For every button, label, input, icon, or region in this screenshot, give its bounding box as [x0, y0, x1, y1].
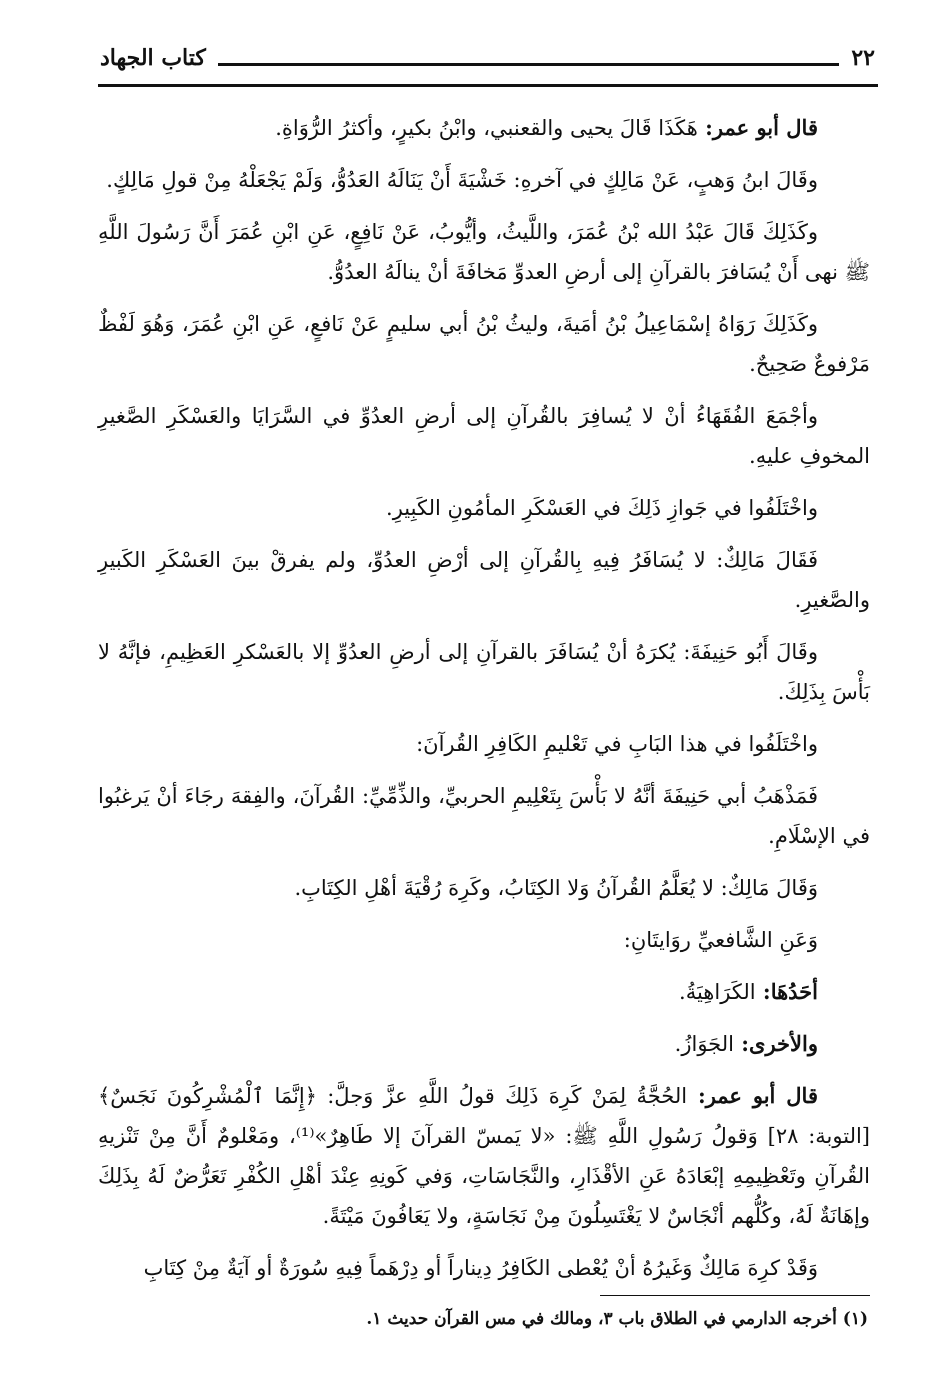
paragraph — [98, 1076, 870, 1236]
paragraph — [98, 868, 870, 908]
paragraph — [98, 396, 870, 476]
paragraph-text: وقَالَ ابنُ وَهبٍ، عَنْ مَالِكٍ في آخرهِ: خَشْيَةَ أَنْ يَنَالَهُ العَدُوُّ، وَلَمْ يَجْعَلْهُ مِنْ قولِ مَالِكٍ. — [106, 168, 818, 192]
main-text — [98, 108, 870, 1300]
paragraph-lead: قال أبو عمر: — [687, 1083, 818, 1108]
paragraph — [98, 724, 870, 764]
paragraph-text: واخْتَلَفُوا في هذا البَابِ في تَعْليمِ الكَافِرِ القُرآنَ: — [416, 732, 818, 756]
paragraph — [98, 212, 870, 292]
paragraph-text: واخْتَلَفُوا في جَوازِ ذَلِكَ في العَسْكَرِ المأمُونِ الكَبِيرِ. — [386, 496, 818, 520]
header-divider — [98, 84, 878, 87]
paragraph — [98, 540, 870, 620]
footnote-rule — [600, 1295, 870, 1296]
paragraph-text: الجَوَازُ. — [674, 1032, 734, 1056]
book-title: كتاب الجهاد — [100, 45, 206, 71]
paragraph-text: وقَالَ أَبُو حَنِيفَةَ: يُكرَهُ أنْ يُسَافَرَ بالقرآنِ إلى أرضِ العدُوِّ إلا بالعَسْكرِ العَظِيمِ، فإنَّهُ لا بَأْسَ بِذَلِكَ. — [98, 640, 870, 704]
paragraph-text: وكَذَلِكَ قَالَ عَبْدُ الله بْنُ عُمَرَ، واللَّيثُ، وأيُّوبُ، عَنْ نَافِعٍ، عَنِ ابْنِ عُمَرَ أَنَّ رَسُولَ اللَّهِ ﷺ نهى أَنْ يُسَافرَ بالقرآنِ إلى أرضِ العدوِّ مَخافَةَ أنْ ينالَهُ العدُوُّ. — [98, 220, 870, 284]
page-header — [100, 38, 875, 78]
paragraph — [98, 1248, 870, 1288]
paragraph — [98, 972, 870, 1012]
paragraph-text: وكَذَلِكَ رَوَاهُ إسْمَاعِيلُ بْنُ أمَيةَ، وليثُ بْنُ أبي سليمٍ عَنْ نَافعٍ، عَنِ ابْنِ عُمَرَ، وَهُوَ لَفْظٌ مَرْفوعٌ صَحِيحٌ. — [98, 312, 870, 376]
paragraph-text: فَمَذْهَبُ أبي حَنِيفَةَ أنَّهُ لا بَأْسَ بِتَعْلِيمِ الحربيِّ، والذِّمِّيِّ: القُرآنَ، والفِقهَ رجَاءَ أنْ يَرغبُوا في الإسْلَامِ. — [98, 784, 870, 848]
paragraph — [98, 160, 870, 200]
footnote: (١) أخرجه الدارمي في الطلاق باب ٣، ومالك في مس القرآن حديث ١. — [366, 1309, 868, 1329]
paragraph — [98, 304, 870, 384]
paragraph-text: فَقَالَ مَالِكٌ: لا يُسَافَرُ فِيهِ بِالقُرآنِ إلى أرْضِ العدُوِّ، ولم يفرقْ بينَ العَسْكَرِ الكَبيرِ والصَّغيرِ. — [98, 548, 870, 612]
paragraph-text: وَعَنِ الشَّافعيِّ روَايتَانِ: — [623, 928, 818, 952]
paragraph — [98, 632, 870, 712]
paragraph-text: وَقَدْ كرِهَ مَالِكٌ وَغَيرُهُ أنْ يُعْطى الكَافِرُ دِيناراً أو دِرْهَماً فِيهِ سُورَةٌ أو آيَةٌ مِنْ كِتَابِ — [143, 1256, 818, 1280]
header-rule — [218, 63, 840, 66]
paragraph-lead: أحَدُهَا: — [755, 979, 818, 1004]
paragraph — [98, 1024, 870, 1064]
paragraph-text: وَقَالَ مَالِكٌ: لا يُعَلَّمُ القُرآنُ وَلا الكِتَابُ، وكَرِهَ رُقْيَةَ أهْلِ الكِتَابِ. — [294, 876, 818, 900]
paragraph-text: الحُجَّةُ لِمَنْ كَرِهَ ذَلِكَ قولُ اللَّهِ عزَّ وَجلَّ: ﴿إِنَّمَا ٱلْمُشْرِكُونَ نَجَسٌ﴾ [التوبة: ٢٨] وَقولُ رَسُولِ اللَّهِ ﷺ: «لا يَمسّ القرآنَ إلا طَاهِرٌ»⁽¹⁾، ومَعْلومٌ أَنَّ مِنْ تَنْزيهِ القُرآنِ وتَعْظِيمِهِ إبْعَادَهُ عَنِ الأقْذَارِ، والنَّجَاسَاتِ، وَفي كَونِهِ عِنْدَ أهْلِ الكُفْرِ تَعَرُّضٌ لَهُ بِذَلِكَ وإهَانَةٌ لَهُ، وكُلُّهم أنْجَاسٌ لا يَغْتَسِلُونَ مِنْ نَجَاسَةٍ، ولا يَعَافُونَ مَيْتَةً. — [98, 1084, 871, 1228]
paragraph-text: وأجْمَعَ الفُقَهَاءُ أنْ لا يُسافِرَ بالقُرآنِ إلى أرضِ العدُوِّ في السَّرَايَا والعَسْكَرِ الصَّغيرِ المخوفِ عليهِ. — [98, 404, 870, 468]
paragraph — [98, 488, 870, 528]
paragraph — [98, 920, 870, 960]
paragraph-text: الكَرَاهِيَةُ. — [679, 980, 756, 1004]
paragraph-lead: والأخرى: — [733, 1031, 818, 1056]
page-number: ٢٢ — [851, 45, 875, 71]
paragraph-lead: قال أبو عمر: — [697, 115, 818, 140]
paragraph-text: هَكَذَا قَالَ يحيى والقعنبي، وابْنُ بكيرٍ، وأكثرُ الرُّوَاةِ. — [275, 116, 698, 140]
paragraph — [98, 776, 870, 856]
paragraph — [98, 108, 870, 148]
